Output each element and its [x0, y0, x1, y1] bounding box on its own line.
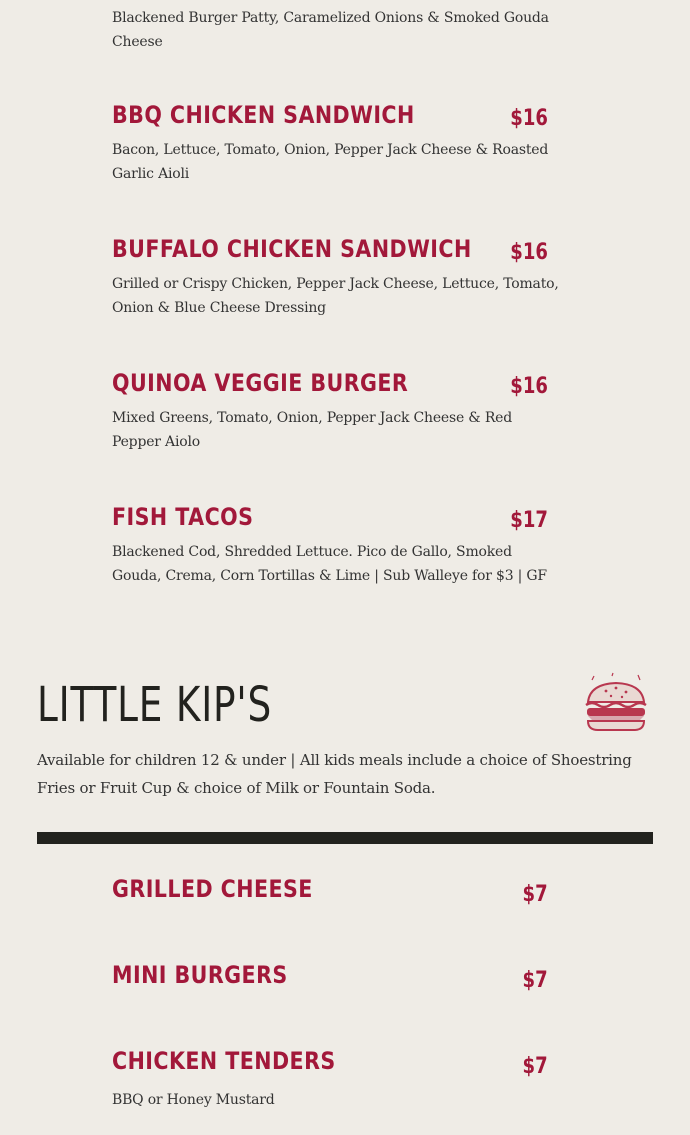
menu-item-name: CHICKEN TENDERS: [112, 1047, 336, 1075]
menu-item-name: GRILLED CHEESE: [112, 875, 313, 903]
menu-item-description: BBQ or Honey Mustard: [112, 1092, 275, 1108]
menu-item-name: FISH TACOS: [112, 503, 254, 531]
menu-item-name: BUFFALO CHICKEN SANDWICH: [112, 235, 472, 263]
menu-item-description: Grilled or Crispy Chicken, Pepper Jack Cheese, Lettuce, Tomato, Onion & Blue Cheese Dressing: [112, 276, 559, 316]
section-intro: Available for children 12 & under | All kids meals include a choice of Shoestring Fries or Fruit Cup & choice of Milk or Fountain Soda.: [37, 751, 632, 797]
menu-item-price: $16: [510, 240, 548, 265]
section-divider: [37, 832, 653, 844]
menu-item-price: $17: [510, 508, 548, 533]
menu-item-description: Blackened Cod, Shredded Lettuce. Pico de Gallo, Smoked Gouda, Crema, Corn Tortillas & Lime | Sub Walleye for $3 | GF: [112, 544, 547, 584]
menu-item-price: $7: [522, 968, 548, 993]
menu-item-name: MINI BURGERS: [112, 961, 288, 989]
menu-item-price: $7: [522, 882, 548, 907]
section-title-little-kips: LITTLE KIP'S: [37, 677, 272, 733]
menu-item-description: Mixed Greens, Tomato, Onion, Pepper Jack Cheese & Red Pepper Aiolo: [112, 410, 513, 450]
menu-item-name: QUINOA VEGGIE BURGER: [112, 369, 409, 397]
menu-item-name: BBQ CHICKEN SANDWICH: [112, 101, 415, 129]
menu-item-description: Bacon, Lettuce, Tomato, Onion, Pepper Jack Cheese & Roasted Garlic Aioli: [112, 142, 549, 182]
menu-item-price: $16: [510, 374, 548, 399]
menu-item-description: Blackened Burger Patty, Caramelized Onions & Smoked Gouda Cheese: [112, 10, 549, 50]
menu-item-price: $7: [522, 1054, 548, 1079]
menu-item-price: $16: [510, 106, 548, 131]
burger-icon: [582, 672, 650, 736]
